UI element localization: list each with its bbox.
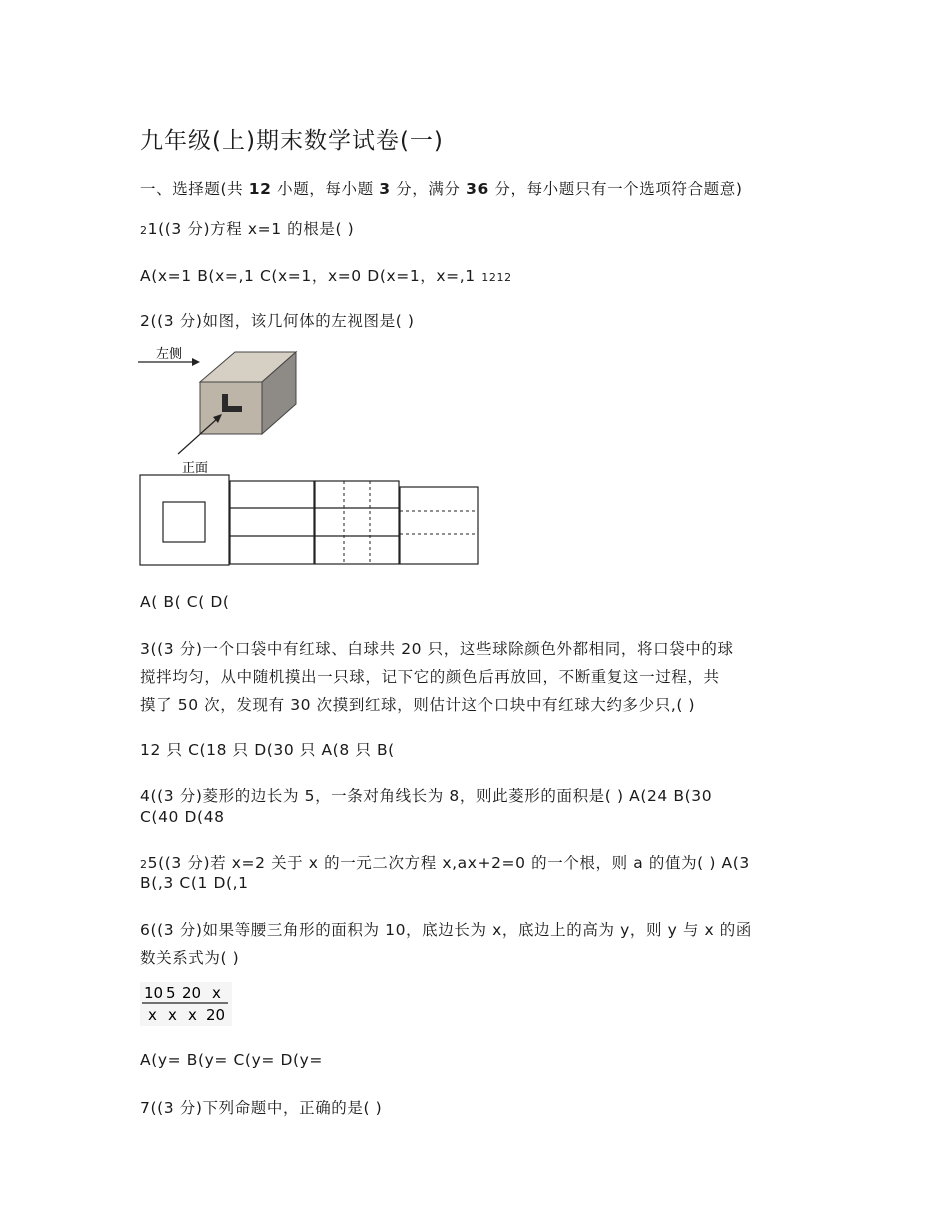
question-3-options: 12 只 C(18 只 D(30 只 A(8 只 B( [140,741,395,759]
fraction-a-denominator: x [148,1006,157,1024]
question-3-line-1: 3((3 分)一个口袋中有红球、白球共 20 只，这些球除颜色外都相同，将口袋中的球 [140,640,734,658]
question-5-line-2: B(,3 C(1 D(,1 [140,874,249,892]
fraction-b-numerator: 5 [166,984,176,1002]
question-3-line-2: 搅拌均匀，从中随机摸出一只球，记下它的颜色后再放回，不断重复这一过程，共 [140,668,720,686]
question-1: 21((3 分)方程 x=1 的根是( ) [140,220,355,238]
label-front: 正面 [182,461,209,476]
question-5-line-1: 25((3 分)若 x=2 关于 x 的一元二次方程 x,ax+2=0 的一个根，则 a 的值为( ) A(3 [140,854,750,872]
question-1-options: A(x=1 B(x=,1 C(x=1，x=0 D(x=1，x=,1 1212 [140,267,512,285]
question-4-line-2: C(40 D(48 [140,808,225,826]
fraction-a-numerator: 10 [144,984,164,1002]
question-2: 2((3 分)如图，该几何体的左视图是( ) [140,312,415,330]
question-6-fractions [140,982,232,1026]
arrow-front-line [178,418,218,454]
page-title: 九年级(上)期末数学试卷(一) [140,128,444,154]
question-2-figure [138,342,483,568]
arrow-left-head [192,358,200,366]
section-heading: 一、选择题(共 12 小题，每小题 3 分，满分 36 分，每小题只有一个选项符合题意) [140,180,743,198]
label-left-side: 左侧 [156,347,183,362]
question-3-line-3: 摸了 50 次，发现有 30 次摸到红球，则估计这个口块中有红球大约多少只,( ) [140,696,696,714]
question-6-line-1: 6((3 分)如果等腰三角形的面积为 10，底边长为 x，底边上的高为 y，则 y 与 x 的函 [140,921,752,939]
option-c-view [315,481,399,564]
question-7: 7((3 分)下列命题中，正确的是( ) [140,1099,383,1117]
question-6-line-2: 数关系式为( ) [140,949,240,967]
fraction-b-denominator: x [168,1006,177,1024]
question-4-line-1: 4((3 分)菱形的边长为 5，一条对角线长为 8，则此菱形的面积是( ) A(24 B(30 [140,787,713,805]
fraction-d-denominator: 20 [206,1006,226,1024]
fraction-c-denominator: x [188,1006,197,1024]
option-a-view [140,475,229,565]
fraction-d-numerator: x [212,984,221,1002]
question-2-options: A( B( C( D( [140,593,230,611]
option-b-view [230,481,314,564]
question-6-options: A(y= B(y= C(y= D(y= [140,1051,324,1069]
option-d-view [400,487,478,564]
fraction-c-numerator: 20 [182,984,202,1002]
